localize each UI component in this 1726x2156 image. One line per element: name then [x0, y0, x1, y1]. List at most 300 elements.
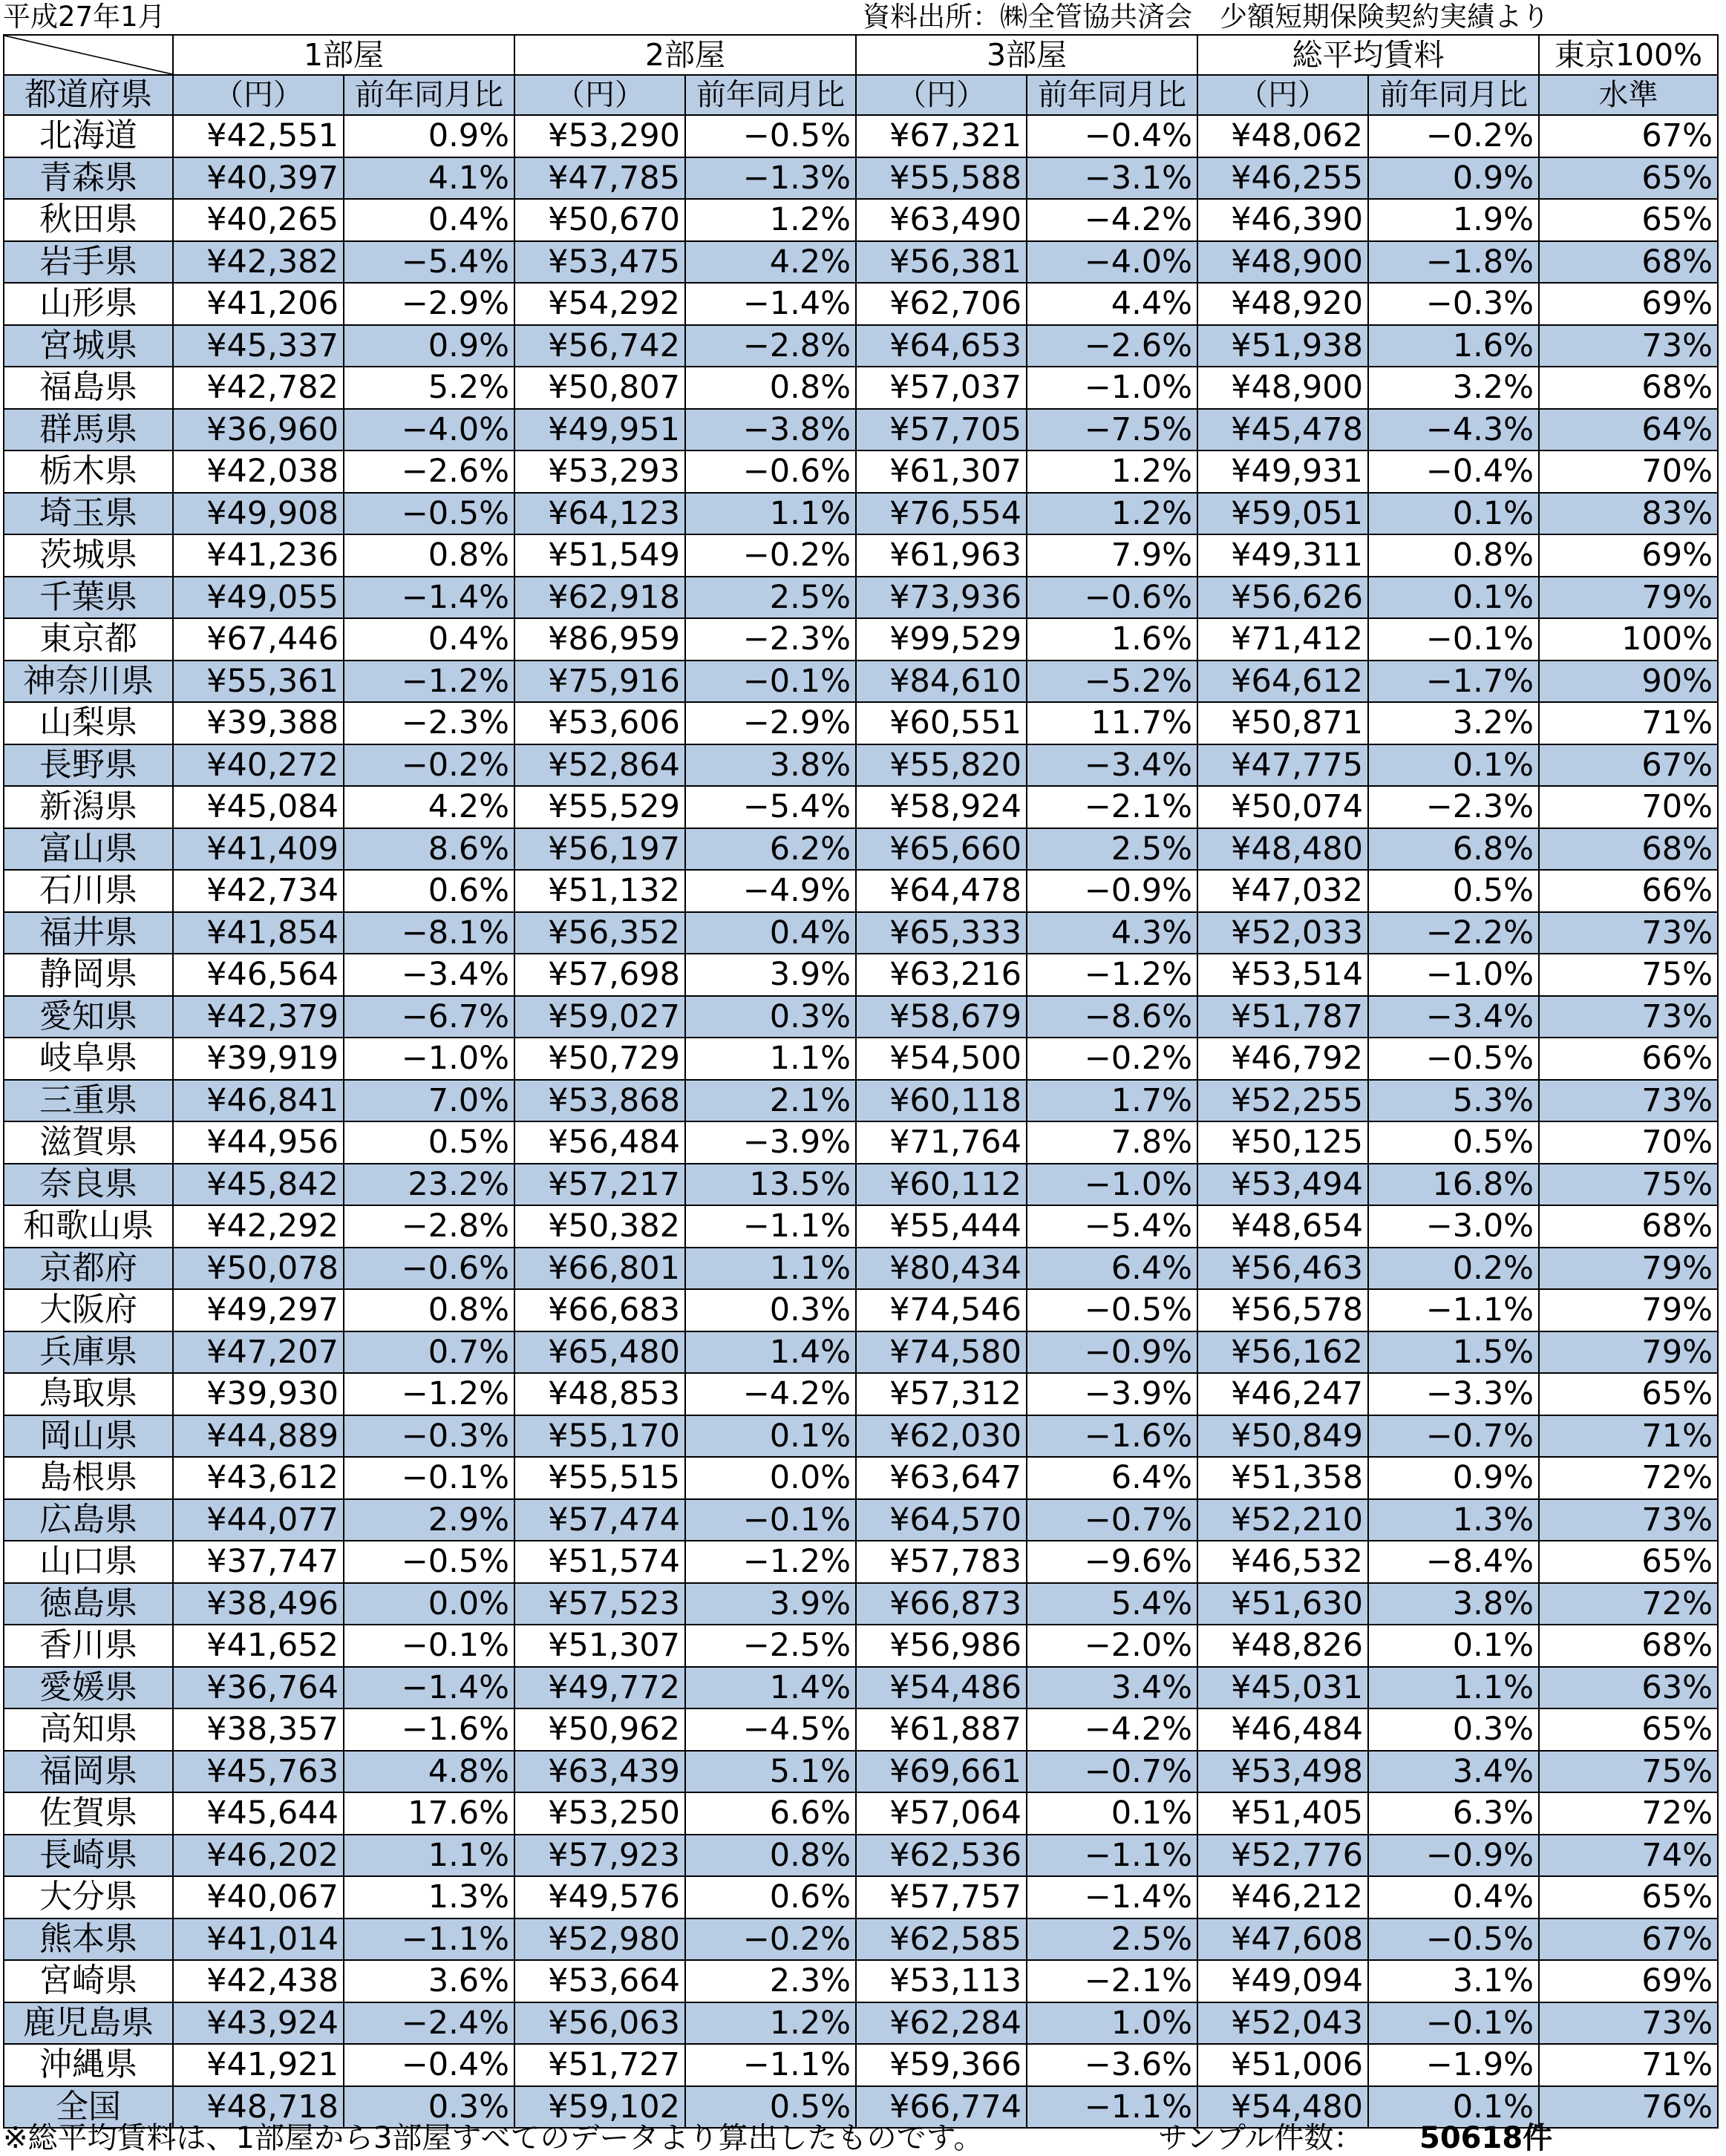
tokyo-index-cell: 73% — [1539, 325, 1718, 367]
yoy-1room-cell: −1.2% — [344, 661, 514, 703]
rent-2room-cell: ¥51,727 — [514, 2044, 685, 2086]
rent-2room-cell: ¥59,027 — [514, 996, 685, 1038]
group-header-3room: 3部屋 — [856, 35, 1197, 75]
rent-1room-cell: ¥42,292 — [173, 1205, 344, 1248]
prefecture-cell: 富山県 — [4, 828, 173, 871]
yoy-3room-cell: 3.4% — [1027, 1667, 1197, 1709]
tokyo-index-cell: 69% — [1539, 534, 1718, 577]
table-row — [4, 1248, 1718, 1290]
yoy-3room-cell: 11.7% — [1027, 702, 1197, 744]
prefecture-cell: 高知県 — [4, 1708, 173, 1751]
yoy-3room-cell: 2.5% — [1027, 828, 1197, 871]
prefecture-cell: 愛媛県 — [4, 1667, 173, 1709]
rent-2room-cell: ¥64,123 — [514, 493, 685, 535]
rent-2room-cell: ¥55,529 — [514, 786, 685, 828]
rent-1room-cell: ¥42,734 — [173, 870, 344, 912]
yoy-1room-cell: −0.4% — [344, 2044, 514, 2086]
average-rent-cell: ¥53,494 — [1197, 1164, 1368, 1206]
rent-2room-cell: ¥59,102 — [514, 2086, 685, 2129]
tokyo-index-cell: 68% — [1539, 828, 1718, 871]
yoy-1room-cell: 0.6% — [344, 870, 514, 912]
rent-1room-cell: ¥43,924 — [173, 2002, 344, 2045]
yoy-3room-cell: −0.9% — [1027, 870, 1197, 912]
yoy-2room-cell: −1.3% — [685, 157, 856, 200]
yoy-2room-cell: 6.2% — [685, 828, 856, 871]
yoy-average-cell: −0.1% — [1368, 618, 1539, 661]
yoy-2room-cell: −4.5% — [685, 1708, 856, 1751]
tokyo-index-cell: 64% — [1539, 409, 1718, 451]
rent-3room-cell: ¥64,478 — [856, 870, 1027, 912]
average-rent-cell: ¥53,498 — [1197, 1751, 1368, 1793]
yoy-1room-cell: 0.3% — [344, 2086, 514, 2129]
average-rent-cell: ¥46,390 — [1197, 199, 1368, 241]
table-row — [4, 115, 1718, 157]
yoy-3room-cell: −1.0% — [1027, 367, 1197, 409]
tokyo-index-cell: 83% — [1539, 493, 1718, 535]
yoy-2room-cell: 0.1% — [685, 1415, 856, 1458]
yoy-2room-cell: −3.8% — [685, 409, 856, 451]
rent-1room-cell: ¥40,397 — [173, 157, 344, 200]
yoy-2room-cell: 0.0% — [685, 1457, 856, 1499]
tokyo-index-cell: 73% — [1539, 1499, 1718, 1541]
yoy-2room-cell: 3.8% — [685, 744, 856, 787]
tokyo-index-cell: 69% — [1539, 1960, 1718, 2002]
yoy-average-cell: 3.2% — [1368, 702, 1539, 744]
rent-1room-cell: ¥42,038 — [173, 450, 344, 493]
yoy-3room-cell: −0.6% — [1027, 577, 1197, 619]
average-rent-cell: ¥48,900 — [1197, 367, 1368, 409]
yoy-1room-cell: 0.7% — [344, 1331, 514, 1374]
table-row — [4, 661, 1718, 703]
tokyo-index-cell: 73% — [1539, 1080, 1718, 1122]
yoy-2room-cell: −1.2% — [685, 1541, 856, 1583]
yoy-3room-cell: 1.2% — [1027, 450, 1197, 493]
yoy-3room-cell: −0.2% — [1027, 1038, 1197, 1080]
rent-3room-cell: ¥69,661 — [856, 1751, 1027, 1793]
rent-1room-cell: ¥49,055 — [173, 577, 344, 619]
yoy-2room-cell: 2.3% — [685, 1960, 856, 2002]
table-row — [4, 199, 1718, 241]
rent-2room-cell: ¥51,132 — [514, 870, 685, 912]
yoy-3room-cell: −3.1% — [1027, 157, 1197, 200]
rent-3room-cell: ¥62,585 — [856, 1919, 1027, 1961]
rent-1room-cell: ¥55,361 — [173, 661, 344, 703]
yoy-average-cell: 0.1% — [1368, 2086, 1539, 2129]
rent-3room-cell: ¥58,679 — [856, 996, 1027, 1038]
prefecture-cell: 福井県 — [4, 912, 173, 954]
rent-3room-cell: ¥76,554 — [856, 493, 1027, 535]
yoy-3room-cell: −5.4% — [1027, 1205, 1197, 1248]
sample-count-label: サンプル件数： — [1158, 2121, 1364, 2155]
table-row — [4, 409, 1718, 451]
yoy-2room-cell: −2.8% — [685, 325, 856, 367]
yoy-1room-cell: −3.4% — [344, 954, 514, 996]
rent-1room-cell: ¥44,956 — [173, 1121, 344, 1164]
group-header-average: 総平均賃料 — [1197, 35, 1539, 75]
yoy-3room-cell: 1.7% — [1027, 1080, 1197, 1122]
rent-2room-cell: ¥50,729 — [514, 1038, 685, 1080]
prefecture-cell: 青森県 — [4, 157, 173, 200]
rent-2room-cell: ¥56,484 — [514, 1121, 685, 1164]
yoy-average-cell: −0.7% — [1368, 1415, 1539, 1458]
prefecture-cell: 鹿児島県 — [4, 2002, 173, 2045]
rent-3room-cell: ¥62,706 — [856, 283, 1027, 325]
rent-3room-cell: ¥60,551 — [856, 702, 1027, 744]
table-row — [4, 1876, 1718, 1919]
table-row — [4, 1038, 1718, 1080]
yoy-average-cell: −0.5% — [1368, 1919, 1539, 1961]
yoy-1room-cell: −1.2% — [344, 1373, 514, 1415]
yoy-3room-cell: 2.5% — [1027, 1919, 1197, 1961]
yoy-3room-cell: −0.9% — [1027, 1331, 1197, 1374]
rent-1room-cell: ¥39,388 — [173, 702, 344, 744]
group-header-2room: 2部屋 — [514, 35, 856, 75]
average-rent-cell: ¥46,532 — [1197, 1541, 1368, 1583]
table-row — [4, 1205, 1718, 1248]
yoy-average-cell: 0.2% — [1368, 1248, 1539, 1290]
rent-2room-cell: ¥56,063 — [514, 2002, 685, 2045]
rent-1room-cell: ¥45,337 — [173, 325, 344, 367]
yoy-average-cell: 0.1% — [1368, 577, 1539, 619]
yoy-average-cell: 0.9% — [1368, 1457, 1539, 1499]
tokyo-index-cell: 65% — [1539, 1373, 1718, 1415]
rent-3room-cell: ¥74,546 — [856, 1289, 1027, 1331]
prefecture-cell: 愛知県 — [4, 996, 173, 1038]
average-rent-cell: ¥52,255 — [1197, 1080, 1368, 1122]
yoy-3room-cell: −3.4% — [1027, 744, 1197, 787]
column-header-prefecture: 都道府県 — [4, 75, 173, 115]
table-row — [4, 744, 1718, 787]
rent-3room-cell: ¥57,064 — [856, 1792, 1027, 1835]
average-rent-cell: ¥52,776 — [1197, 1835, 1368, 1877]
yoy-1room-cell: 0.4% — [344, 618, 514, 661]
rent-2room-cell: ¥50,807 — [514, 367, 685, 409]
yoy-2room-cell: −0.1% — [685, 1499, 856, 1541]
yoy-average-cell: 1.3% — [1368, 1499, 1539, 1541]
yoy-2room-cell: −0.5% — [685, 115, 856, 157]
rent-1room-cell: ¥40,265 — [173, 199, 344, 241]
rent-2room-cell: ¥57,923 — [514, 1835, 685, 1877]
rent-1room-cell: ¥41,236 — [173, 534, 344, 577]
yoy-2room-cell: −2.5% — [685, 1625, 856, 1667]
rent-1room-cell: ¥39,919 — [173, 1038, 344, 1080]
yoy-1room-cell: 2.9% — [344, 1499, 514, 1541]
average-rent-cell: ¥71,412 — [1197, 618, 1368, 661]
tokyo-index-cell: 73% — [1539, 996, 1718, 1038]
yoy-3room-cell: 7.9% — [1027, 534, 1197, 577]
yoy-3room-cell: −0.7% — [1027, 1751, 1197, 1793]
rent-3room-cell: ¥74,580 — [856, 1331, 1027, 1374]
rent-1room-cell: ¥36,764 — [173, 1667, 344, 1709]
rent-1room-cell: ¥47,207 — [173, 1331, 344, 1374]
yoy-average-cell: 6.8% — [1368, 828, 1539, 871]
footnote: ※総平均賃料は、1部屋から3部屋すべてのデータより算出したものです。 — [3, 2121, 984, 2155]
yoy-average-cell: −4.3% — [1368, 409, 1539, 451]
average-rent-cell: ¥46,255 — [1197, 157, 1368, 200]
yoy-average-cell: −0.3% — [1368, 283, 1539, 325]
page-header — [0, 0, 1726, 34]
rent-1room-cell: ¥38,496 — [173, 1583, 344, 1625]
tokyo-index-cell: 73% — [1539, 2002, 1718, 2045]
table-row — [4, 1919, 1718, 1961]
yoy-1room-cell: 0.4% — [344, 199, 514, 241]
rent-1room-cell: ¥46,202 — [173, 1835, 344, 1877]
table-row — [4, 954, 1718, 996]
rent-3room-cell: ¥84,610 — [856, 661, 1027, 703]
yoy-1room-cell: −4.0% — [344, 409, 514, 451]
yoy-1room-cell: −0.1% — [344, 1625, 514, 1667]
rent-2room-cell: ¥50,962 — [514, 1708, 685, 1751]
tokyo-index-cell: 65% — [1539, 1708, 1718, 1751]
tokyo-index-cell: 67% — [1539, 744, 1718, 787]
rent-2room-cell: ¥57,474 — [514, 1499, 685, 1541]
prefecture-cell: 山形県 — [4, 283, 173, 325]
prefecture-cell: 石川県 — [4, 870, 173, 912]
average-rent-cell: ¥50,074 — [1197, 786, 1368, 828]
rent-3room-cell: ¥66,873 — [856, 1583, 1027, 1625]
rent-3room-cell: ¥61,307 — [856, 450, 1027, 493]
prefecture-cell: 福島県 — [4, 367, 173, 409]
rent-1room-cell: ¥42,438 — [173, 1960, 344, 2002]
table-row — [4, 828, 1718, 871]
yoy-2room-cell: 6.6% — [685, 1792, 856, 1835]
yoy-average-cell: −3.0% — [1368, 1205, 1539, 1248]
tokyo-index-cell: 75% — [1539, 1751, 1718, 1793]
yoy-1room-cell: −2.8% — [344, 1205, 514, 1248]
yoy-3room-cell: −2.1% — [1027, 786, 1197, 828]
yoy-3room-cell: 4.4% — [1027, 283, 1197, 325]
yoy-3room-cell: −2.6% — [1027, 325, 1197, 367]
yoy-2room-cell: −0.6% — [685, 450, 856, 493]
average-rent-cell: ¥51,630 — [1197, 1583, 1368, 1625]
rent-3room-cell: ¥63,216 — [856, 954, 1027, 996]
table-row — [4, 1751, 1718, 1793]
prefecture-cell: 山梨県 — [4, 702, 173, 744]
yoy-2room-cell: 0.3% — [685, 1289, 856, 1331]
rent-3room-cell: ¥62,284 — [856, 2002, 1027, 2045]
rent-1room-cell: ¥40,272 — [173, 744, 344, 787]
yoy-1room-cell: −2.9% — [344, 283, 514, 325]
average-rent-cell: ¥48,654 — [1197, 1205, 1368, 1248]
rent-1room-cell: ¥40,067 — [173, 1876, 344, 1919]
tokyo-index-cell: 75% — [1539, 954, 1718, 996]
yoy-3room-cell: 6.4% — [1027, 1248, 1197, 1290]
tokyo-index-cell: 72% — [1539, 1457, 1718, 1499]
rent-1room-cell: ¥43,612 — [173, 1457, 344, 1499]
yoy-average-cell: −1.8% — [1368, 241, 1539, 284]
yoy-1room-cell: −0.3% — [344, 1415, 514, 1458]
prefecture-cell: 長野県 — [4, 744, 173, 787]
yoy-average-cell: 3.4% — [1368, 1751, 1539, 1793]
rent-3room-cell: ¥55,820 — [856, 744, 1027, 787]
yoy-2room-cell: −0.2% — [685, 534, 856, 577]
rent-2room-cell: ¥66,801 — [514, 1248, 685, 1290]
yoy-1room-cell: −1.4% — [344, 1667, 514, 1709]
yoy-3room-cell: −5.2% — [1027, 661, 1197, 703]
average-rent-cell: ¥52,210 — [1197, 1499, 1368, 1541]
table-row — [4, 1457, 1718, 1499]
yoy-1room-cell: 0.9% — [344, 325, 514, 367]
yoy-3room-cell: −1.4% — [1027, 1876, 1197, 1919]
yoy-average-cell: 0.8% — [1368, 534, 1539, 577]
tokyo-index-cell: 65% — [1539, 1876, 1718, 1919]
yoy-average-cell: −0.2% — [1368, 115, 1539, 157]
yoy-average-cell: 1.6% — [1368, 325, 1539, 367]
rent-2room-cell: ¥49,576 — [514, 1876, 685, 1919]
yoy-3room-cell: −4.2% — [1027, 1708, 1197, 1751]
tokyo-index-cell: 69% — [1539, 283, 1718, 325]
yoy-1room-cell: 0.9% — [344, 115, 514, 157]
prefecture-cell: 熊本県 — [4, 1919, 173, 1961]
yoy-average-cell: 0.9% — [1368, 157, 1539, 200]
average-rent-cell: ¥51,938 — [1197, 325, 1368, 367]
rent-1room-cell: ¥45,644 — [173, 1792, 344, 1835]
yoy-3room-cell: 4.3% — [1027, 912, 1197, 954]
yoy-3room-cell: −4.0% — [1027, 241, 1197, 284]
prefecture-cell: 佐賀県 — [4, 1792, 173, 1835]
yoy-average-cell: 5.3% — [1368, 1080, 1539, 1122]
rent-1room-cell: ¥45,084 — [173, 786, 344, 828]
rent-2room-cell: ¥57,217 — [514, 1164, 685, 1206]
tokyo-index-cell: 71% — [1539, 702, 1718, 744]
rent-1room-cell: ¥36,960 — [173, 409, 344, 451]
yoy-2room-cell: 1.2% — [685, 199, 856, 241]
tokyo-index-cell: 70% — [1539, 1121, 1718, 1164]
rent-2room-cell: ¥52,980 — [514, 1919, 685, 1961]
tokyo-index-cell: 79% — [1539, 1289, 1718, 1331]
tokyo-index-cell: 90% — [1539, 661, 1718, 703]
yoy-3room-cell: 1.0% — [1027, 2002, 1197, 2045]
prefecture-cell: 栃木県 — [4, 450, 173, 493]
rent-2room-cell: ¥55,170 — [514, 1415, 685, 1458]
yoy-average-cell: 3.2% — [1368, 367, 1539, 409]
yoy-average-cell: 0.5% — [1368, 1121, 1539, 1164]
rent-2room-cell: ¥56,742 — [514, 325, 685, 367]
prefecture-cell: 岡山県 — [4, 1415, 173, 1458]
rent-2room-cell: ¥56,352 — [514, 912, 685, 954]
yoy-average-cell: −1.0% — [1368, 954, 1539, 996]
tokyo-index-cell: 68% — [1539, 1625, 1718, 1667]
yoy-2room-cell: 1.1% — [685, 1038, 856, 1080]
rent-1room-cell: ¥42,782 — [173, 367, 344, 409]
rent-2room-cell: ¥50,670 — [514, 199, 685, 241]
corner-cell — [4, 35, 173, 75]
prefecture-cell: 秋田県 — [4, 199, 173, 241]
yoy-1room-cell: 3.6% — [344, 1960, 514, 2002]
yoy-3room-cell: −0.4% — [1027, 115, 1197, 157]
yoy-3room-cell: 1.6% — [1027, 618, 1197, 661]
yoy-3room-cell: −4.2% — [1027, 199, 1197, 241]
rent-1room-cell: ¥44,889 — [173, 1415, 344, 1458]
yoy-average-cell: −2.2% — [1368, 912, 1539, 954]
average-rent-cell: ¥47,032 — [1197, 870, 1368, 912]
yoy-2room-cell: 0.4% — [685, 912, 856, 954]
yoy-1room-cell: 0.8% — [344, 534, 514, 577]
rent-1room-cell: ¥41,206 — [173, 283, 344, 325]
table-row — [4, 702, 1718, 744]
rent-3room-cell: ¥57,783 — [856, 1541, 1027, 1583]
tokyo-index-cell: 76% — [1539, 2086, 1718, 2129]
yoy-2room-cell: 1.4% — [685, 1331, 856, 1374]
prefecture-cell: 徳島県 — [4, 1583, 173, 1625]
rent-2room-cell: ¥53,868 — [514, 1080, 685, 1122]
rent-1room-cell: ¥46,564 — [173, 954, 344, 996]
table-row — [4, 2002, 1718, 2045]
table-row — [4, 157, 1718, 200]
rent-1room-cell: ¥45,842 — [173, 1164, 344, 1206]
table-row — [4, 1625, 1718, 1667]
page-footer — [0, 2121, 1726, 2155]
table-row — [4, 1415, 1718, 1458]
prefecture-cell: 静岡県 — [4, 954, 173, 996]
rent-3room-cell: ¥57,037 — [856, 367, 1027, 409]
rent-1room-cell: ¥41,854 — [173, 912, 344, 954]
rent-1room-cell: ¥49,297 — [173, 1289, 344, 1331]
rent-3room-cell: ¥54,500 — [856, 1038, 1027, 1080]
rent-3room-cell: ¥63,647 — [856, 1457, 1027, 1499]
table-row — [4, 1583, 1718, 1625]
yoy-3room-cell: −3.9% — [1027, 1373, 1197, 1415]
rent-3room-cell: ¥73,936 — [856, 577, 1027, 619]
yoy-1room-cell: −1.4% — [344, 577, 514, 619]
yoy-2room-cell: 1.2% — [685, 2002, 856, 2045]
table-row — [4, 996, 1718, 1038]
table-row — [4, 912, 1718, 954]
rent-3room-cell: ¥62,536 — [856, 1835, 1027, 1877]
yoy-3room-cell: 1.2% — [1027, 493, 1197, 535]
average-rent-cell: ¥51,358 — [1197, 1457, 1368, 1499]
tokyo-index-cell: 70% — [1539, 786, 1718, 828]
prefecture-cell: 鳥取県 — [4, 1373, 173, 1415]
yoy-average-cell: −0.4% — [1368, 450, 1539, 493]
tokyo-index-cell: 70% — [1539, 450, 1718, 493]
yoy-average-cell: 0.1% — [1368, 493, 1539, 535]
rent-2room-cell: ¥63,439 — [514, 1751, 685, 1793]
header-sub-row — [4, 75, 1718, 115]
average-rent-cell: ¥56,463 — [1197, 1248, 1368, 1290]
table-row — [4, 450, 1718, 493]
average-rent-cell: ¥48,480 — [1197, 828, 1368, 871]
tokyo-index-cell: 79% — [1539, 577, 1718, 619]
rent-3room-cell: ¥63,490 — [856, 199, 1027, 241]
tokyo-index-cell: 100% — [1539, 618, 1718, 661]
rent-3room-cell: ¥62,030 — [856, 1415, 1027, 1458]
group-header-tokyo-index: 東京100% — [1539, 35, 1718, 75]
tokyo-index-cell: 79% — [1539, 1248, 1718, 1290]
rent-3room-cell: ¥65,660 — [856, 828, 1027, 871]
prefecture-cell: 神奈川県 — [4, 661, 173, 703]
rent-1room-cell: ¥49,908 — [173, 493, 344, 535]
prefecture-cell: 東京都 — [4, 618, 173, 661]
rent-3room-cell: ¥57,312 — [856, 1373, 1027, 1415]
rent-2room-cell: ¥53,475 — [514, 241, 685, 284]
rent-1room-cell: ¥48,718 — [173, 2086, 344, 2129]
yoy-average-cell: 0.1% — [1368, 744, 1539, 787]
yoy-2room-cell: 2.5% — [685, 577, 856, 619]
table-row — [4, 283, 1718, 325]
yoy-2room-cell: −5.4% — [685, 786, 856, 828]
yoy-2room-cell: 4.2% — [685, 241, 856, 284]
average-rent-cell: ¥47,775 — [1197, 744, 1368, 787]
yoy-2room-cell: −1.1% — [685, 2044, 856, 2086]
column-header-yen: （円） — [514, 75, 685, 115]
average-rent-cell: ¥56,578 — [1197, 1289, 1368, 1331]
table-row — [4, 1708, 1718, 1751]
yoy-1room-cell: 0.0% — [344, 1583, 514, 1625]
rent-1room-cell: ¥41,014 — [173, 1919, 344, 1961]
rent-2room-cell: ¥56,197 — [514, 828, 685, 871]
yoy-average-cell: −1.7% — [1368, 661, 1539, 703]
